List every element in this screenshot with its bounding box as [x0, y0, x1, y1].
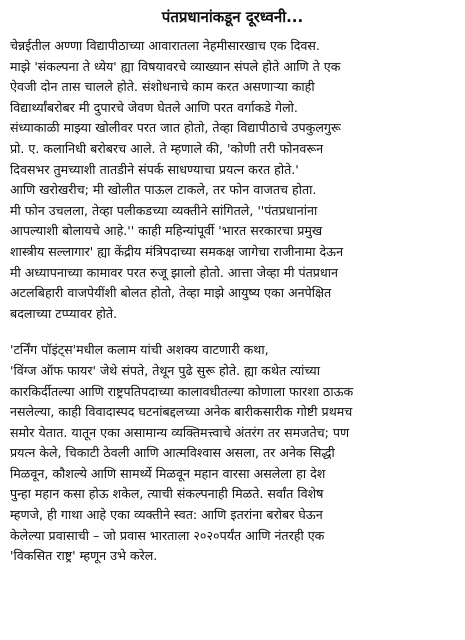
text-line: प्रयत्न केले, चिकाटी ठेवली आणि आत्मविश्वास असला, तर अनेक सिद्धी [10, 445, 335, 461]
text-line: कारकिर्दीतल्या आणि राष्ट्रपतिपदाच्या कालावधीतल्या कोणाला फारशा ठाऊक [10, 383, 354, 399]
text-line: प्रो. ए. कलानिधी बरोबरच आले. ते म्हणाले की, 'कोणी तरी फोनवरून [10, 140, 324, 156]
text-line: मी अध्यापनाच्या कामावर परत रुजू झालो होतो. आत्ता जेव्हा मी पंतप्रधान [10, 264, 338, 280]
text-line: शास्त्रीय सल्लागार' ह्या केंद्रीय मंत्रिपदाच्या समकक्ष जागेचा राजीनामा देऊन [10, 243, 344, 259]
paragraph-2 [10, 340, 455, 567]
page-title: पंतप्रधानांकडून दूरध्वनी... [161, 8, 304, 26]
text-line: समोर येतात. यातून एका असामान्य व्यक्तिमत्त्वाचे अंतरंग तर समजतेच; पण [10, 424, 350, 440]
paragraph-1 [10, 36, 455, 324]
text-line: चेन्नईतील अण्णा विद्यापीठाच्या आवारातला नेहमीसारखाच एक दिवस. [10, 38, 320, 53]
text-line: आपल्याशी बोलायचे आहे.'' काही महिन्यांपूर्वी 'भारत सरकारचा प्रमुख [10, 223, 323, 239]
text-line: दिवसभर तुमच्याशी तातडीने संपर्क साधण्याचा प्रयत्न करत होते.' [10, 161, 299, 177]
text-line: विद्यार्थ्यांबरोबर मी दुपारचे जेवण घेतले आणि परत वर्गाकडे गेलो. [10, 99, 298, 115]
text-line: अटलबिहारी वाजपेयींशी बोलत होतो, तेव्हा माझे आयुष्य एका अनपेक्षित [10, 285, 332, 301]
text-line: मिळवून, कौशल्ये आणि सामर्थ्ये मिळवून महान वारसा असलेला हा देश [10, 465, 326, 481]
text-line: बदलाच्या टप्प्यावर होते. [10, 305, 118, 321]
paragraph-gap [10, 324, 455, 340]
text-line: म्हणजे, ही गाथा आहे एका व्यक्तीने स्वत: आणि इतरांना बरोबर घेऊन [10, 507, 323, 523]
text-line: माझे 'संकल्पना ते ध्येय' ह्या विषयावरचे व्याख्यान संपले होते आणि ते एक [10, 58, 341, 74]
text-line: पुन्हा महान कसा होऊ शकेल, त्याची संकल्पनाही मिळते. सर्वांत विशेष [10, 486, 324, 502]
text-line: आणि खरोखरीच; मी खोलीत पाऊल टाकले, तर फोन वाजतच होता. [10, 182, 317, 198]
text-line: मी फोन उचलला, तेव्हा पलीकडच्या व्यक्तीने सांगितले, ''पंतप्रधानांना [10, 202, 318, 218]
text-line: 'विकसित राष्ट्र' म्हणून उभे करेल. [10, 548, 158, 564]
text-line: नसलेल्या, काही विवादास्पद घटनांबद्दलच्या अनेक बारीकसारीक गोष्टी प्रथमच [10, 404, 353, 420]
text-line: संध्याकाळी माझ्या खोलीवर परत जात होतो, तेव्हा विद्यापीठाचे उपकुलगुरू [10, 120, 341, 136]
text-line: ऐवजी दोन तास चालले होते. संशोधनाचे काम करत असणाऱ्या काही [10, 79, 315, 95]
text-line: 'टर्निंग पॉइंट्स'मधील कलाम यांची अशक्य वाटणारी कथा, [10, 342, 269, 358]
text-line: 'विंग्ज ऑफ फायर' जेथे संपते, तेथून पुढे सुरू होते. ह्या कथेत त्यांच्या [10, 362, 320, 378]
text-line: केलेल्या प्रवासाची – जो प्रवास भारताला २०२०पर्यंत आणि नंतरही एक [10, 527, 325, 543]
